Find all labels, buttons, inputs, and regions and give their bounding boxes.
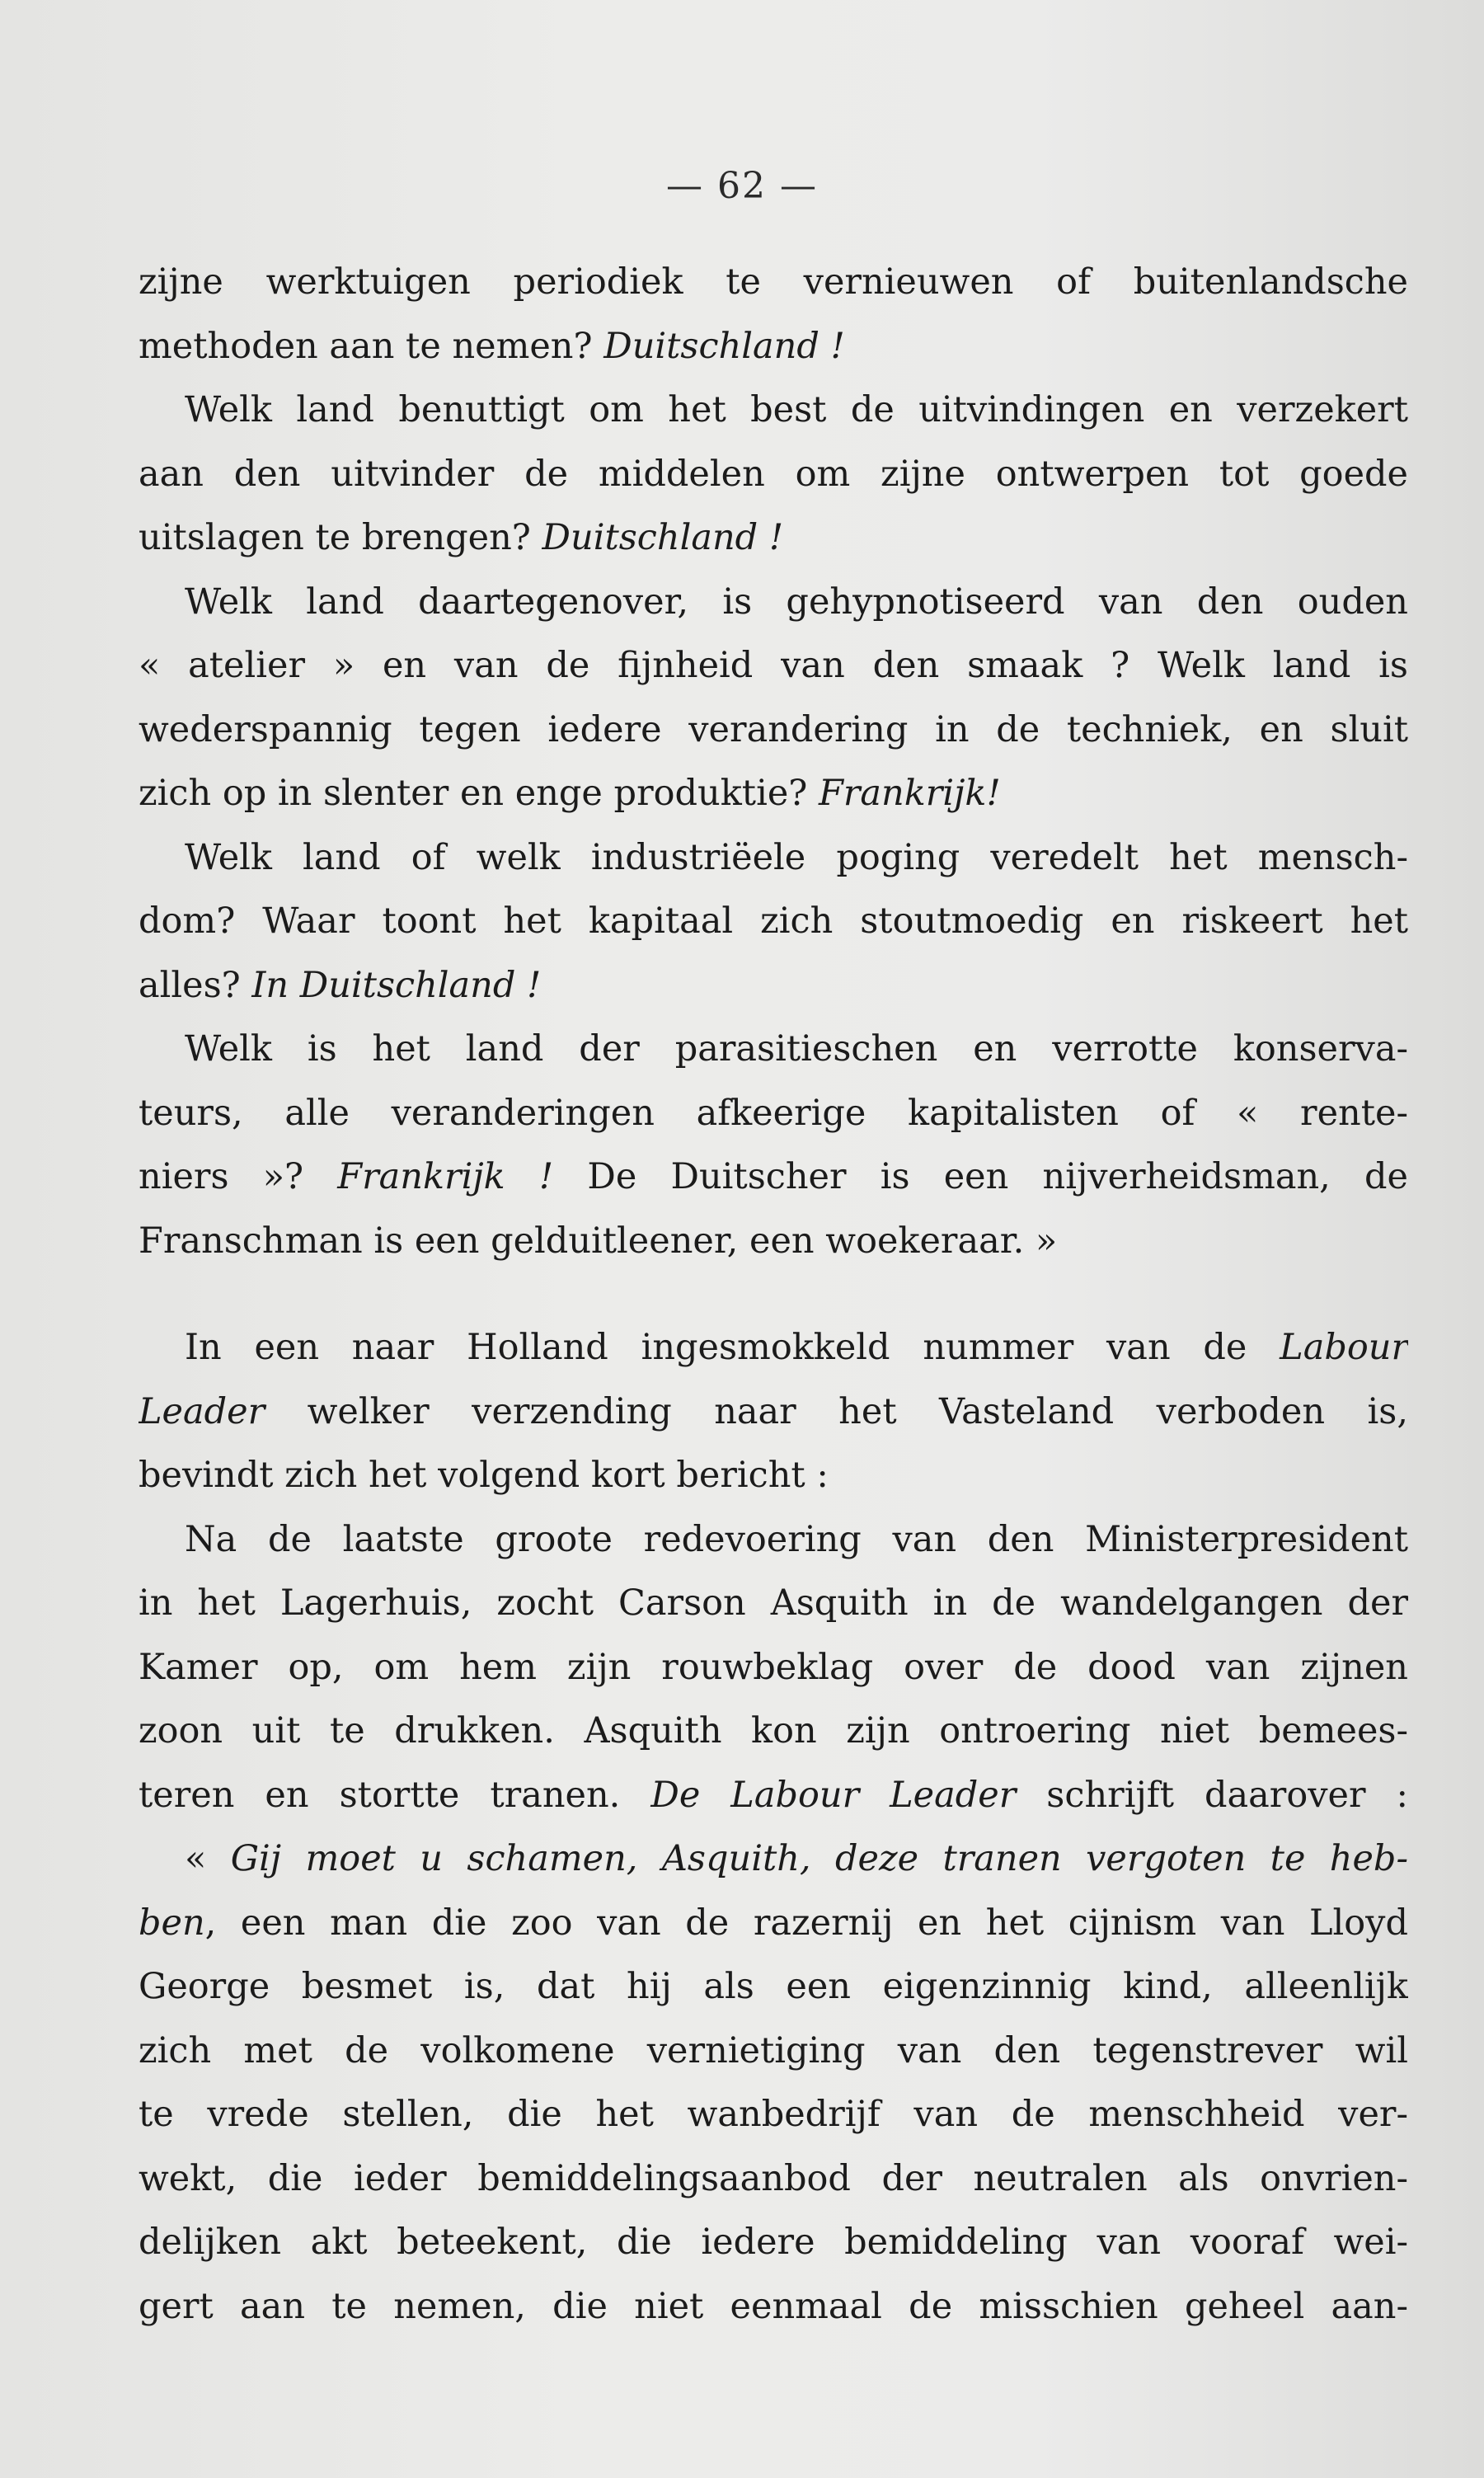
line-emphasis: Leader — [139, 1390, 265, 1432]
line-text: in het Lagerhuis, zocht Carson Asquith in de wandelgangen der — [139, 1582, 1408, 1624]
line-text: « — [185, 1838, 231, 1879]
line-text: zoon uit te drukken. Asquith kon zijn ontroering niet bemees- — [139, 1710, 1408, 1752]
line-text: methoden aan te nemen? — [139, 325, 604, 367]
line-emphasis: Frankrijk! — [819, 773, 1001, 814]
line-emphasis: ben — [139, 1902, 205, 1944]
text-line — [139, 571, 1408, 635]
text-line — [139, 826, 1408, 891]
line-text: dom? Waar toont het kapitaal zich stoutmoedig en riskeert het — [139, 900, 1408, 942]
line-text: te vrede stellen, die het wanbedrijf van de menschheid ver- — [139, 2094, 1408, 2135]
text-line — [139, 1572, 1408, 1636]
line-emphasis: In Duitschland ! — [251, 964, 542, 1006]
line-text: Welk land daartegenover, is gehypnotiseerd van den ouden — [185, 581, 1408, 623]
line-text: « atelier » en van de fijnheid van den smaak ? Welk land is — [139, 645, 1408, 686]
text-line — [139, 2020, 1408, 2084]
text-line — [139, 890, 1408, 954]
line-emphasis: Duitschland ! — [542, 517, 784, 558]
text-line — [139, 1444, 1408, 1508]
line-text: Welk land of welk industriëele poging veredelt het mensch- — [185, 836, 1408, 878]
line-text-tail: De Duitscher is een nijverheidsman, de — [553, 1156, 1408, 1197]
text-line — [139, 443, 1408, 507]
text-line — [139, 2083, 1408, 2147]
text-line — [139, 1636, 1408, 1700]
line-text: bevindt zich het volgend kort bericht : — [139, 1455, 829, 1496]
text-line — [139, 2211, 1408, 2275]
line-emphasis: Frankrijk ! — [337, 1156, 554, 1197]
text-line — [139, 1892, 1408, 1956]
text-line — [139, 315, 1408, 379]
line-text: zich op in slenter en enge produktie? — [139, 773, 819, 814]
line-text: George besmet is, dat hij als een eigenzinnig kind, alleenlijk — [139, 1966, 1408, 2007]
text-line — [139, 1955, 1408, 2020]
text-line — [139, 954, 1408, 1018]
line-emphasis: Labour — [1280, 1327, 1408, 1368]
line-text: In een naar Holland ingesmokkeld nummer van de — [185, 1327, 1280, 1368]
text-line — [139, 1380, 1408, 1445]
line-text: wekt, die ieder bemiddelingsaanbod der neutralen als onvrien- — [139, 2157, 1408, 2199]
line-text: niers »? — [139, 1156, 338, 1197]
line-text: gert aan te nemen, die niet eenmaal de misschien geheel aan- — [139, 2285, 1408, 2327]
line-text: Franschman is een gelduitleener, een woekeraar. » — [139, 1220, 1058, 1262]
text-line — [139, 1210, 1408, 1274]
line-text: Welk land benuttigt om het best de uitvindingen en verzekert — [185, 389, 1408, 430]
text-line — [139, 762, 1408, 826]
line-text: wederspannig tegen iedere verandering in de techniek, en sluit — [139, 708, 1408, 750]
text-line — [139, 251, 1408, 315]
line-text: delijken akt beteekent, die iedere bemiddeling van vooraf wei- — [139, 2222, 1408, 2263]
text-line — [139, 698, 1408, 763]
line-emphasis: Gij moet u schamen, Asquith, deze tranen vergoten te heb- — [230, 1838, 1408, 1879]
text-line — [139, 1764, 1408, 1828]
line-text-tail: welker verzending naar het Vasteland verboden is, — [265, 1390, 1408, 1432]
line-text: zich met de volkomene vernietiging van den tegenstrever wil — [139, 2029, 1408, 2071]
line-text: teurs, alle veranderingen afkeerige kapitalisten of « rente- — [139, 1092, 1408, 1134]
text-line — [139, 1145, 1408, 1210]
line-text: teren en stortte tranen. — [139, 1774, 651, 1816]
text-line — [139, 634, 1408, 698]
line-text: Welk is het land der parasitieschen en verrotte konserva- — [185, 1028, 1408, 1070]
text-line — [139, 2147, 1408, 2212]
line-emphasis: Duitschland ! — [603, 325, 845, 367]
line-text-tail: , een man die zoo van de razernij en het cijnism van Lloyd — [204, 1902, 1408, 1944]
page-number: — 62 — — [666, 165, 818, 207]
line-text: zijne werktuigen periodiek te vernieuwen of buitenlandsche — [139, 261, 1408, 303]
line-emphasis: De Labour Leader — [650, 1774, 1017, 1816]
line-text: Na de laatste groote redevoering van den Ministerpresident — [185, 1518, 1408, 1560]
text-line — [139, 1018, 1408, 1082]
text-line — [139, 506, 1408, 571]
line-text: uitslagen te brengen? — [139, 517, 542, 558]
text-line — [139, 1082, 1408, 1146]
text-line — [139, 379, 1408, 443]
text-line — [139, 1316, 1408, 1380]
text-line — [139, 1700, 1408, 1764]
text-line — [139, 2275, 1408, 2339]
text-line — [139, 1827, 1408, 1892]
line-text: Kamer op, om hem zijn rouwbeklag over de dood van zijnen — [139, 1646, 1408, 1688]
line-text: alles? — [139, 964, 252, 1006]
text-line — [139, 1508, 1408, 1573]
line-text-tail: schrijft daarover : — [1016, 1774, 1408, 1816]
body-text — [139, 251, 1408, 2339]
line-text: aan den uitvinder de middelen om zijne ontwerpen tot goede — [139, 453, 1408, 495]
